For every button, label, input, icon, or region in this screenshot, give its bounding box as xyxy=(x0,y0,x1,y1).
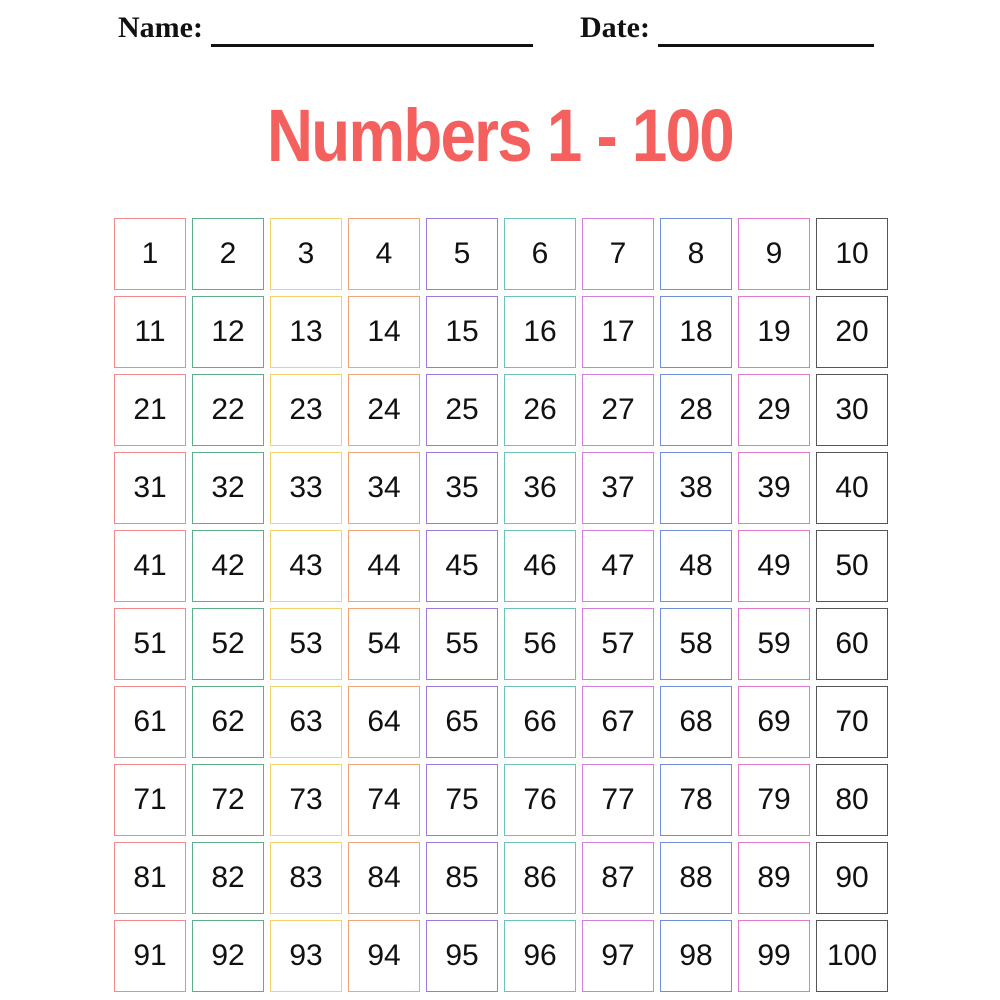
number-cell: 60 xyxy=(816,608,888,680)
number-cell: 10 xyxy=(816,218,888,290)
number-grid xyxy=(114,218,888,992)
number-cell: 84 xyxy=(348,842,420,914)
number-cell: 9 xyxy=(738,218,810,290)
number-cell: 1 xyxy=(114,218,186,290)
number-cell: 71 xyxy=(114,764,186,836)
number-cell: 11 xyxy=(114,296,186,368)
number-cell: 98 xyxy=(660,920,732,992)
date-label: Date: xyxy=(580,11,650,44)
number-cell: 20 xyxy=(816,296,888,368)
number-cell: 23 xyxy=(270,374,342,446)
number-cell: 22 xyxy=(192,374,264,446)
number-cell: 80 xyxy=(816,764,888,836)
number-cell: 61 xyxy=(114,686,186,758)
number-cell: 99 xyxy=(738,920,810,992)
number-cell: 24 xyxy=(348,374,420,446)
number-cell: 47 xyxy=(582,530,654,602)
name-blank-line xyxy=(211,8,533,47)
number-cell: 17 xyxy=(582,296,654,368)
number-cell: 69 xyxy=(738,686,810,758)
number-cell: 45 xyxy=(426,530,498,602)
number-cell: 27 xyxy=(582,374,654,446)
number-cell: 30 xyxy=(816,374,888,446)
number-cell: 55 xyxy=(426,608,498,680)
number-cell: 86 xyxy=(504,842,576,914)
number-cell: 59 xyxy=(738,608,810,680)
number-cell: 35 xyxy=(426,452,498,524)
number-cell: 43 xyxy=(270,530,342,602)
number-cell: 28 xyxy=(660,374,732,446)
number-cell: 91 xyxy=(114,920,186,992)
number-cell: 36 xyxy=(504,452,576,524)
date-blank-line xyxy=(658,8,874,47)
number-cell: 26 xyxy=(504,374,576,446)
number-cell: 39 xyxy=(738,452,810,524)
number-cell: 57 xyxy=(582,608,654,680)
number-cell: 19 xyxy=(738,296,810,368)
number-cell: 75 xyxy=(426,764,498,836)
number-cell: 38 xyxy=(660,452,732,524)
number-cell: 56 xyxy=(504,608,576,680)
number-cell: 77 xyxy=(582,764,654,836)
number-cell: 2 xyxy=(192,218,264,290)
number-cell: 95 xyxy=(426,920,498,992)
number-cell: 58 xyxy=(660,608,732,680)
number-cell: 72 xyxy=(192,764,264,836)
number-cell: 4 xyxy=(348,218,420,290)
number-cell: 89 xyxy=(738,842,810,914)
number-cell: 13 xyxy=(270,296,342,368)
number-cell: 64 xyxy=(348,686,420,758)
number-cell: 29 xyxy=(738,374,810,446)
number-cell: 49 xyxy=(738,530,810,602)
number-cell: 18 xyxy=(660,296,732,368)
number-cell: 90 xyxy=(816,842,888,914)
number-cell: 34 xyxy=(348,452,420,524)
number-cell: 37 xyxy=(582,452,654,524)
number-cell: 7 xyxy=(582,218,654,290)
number-cell: 31 xyxy=(114,452,186,524)
number-cell: 65 xyxy=(426,686,498,758)
number-cell: 79 xyxy=(738,764,810,836)
number-cell: 97 xyxy=(582,920,654,992)
number-cell: 8 xyxy=(660,218,732,290)
number-cell: 81 xyxy=(114,842,186,914)
number-cell: 92 xyxy=(192,920,264,992)
name-field xyxy=(118,8,533,50)
number-cell: 50 xyxy=(816,530,888,602)
page-title: Numbers 1 - 100 xyxy=(267,94,733,177)
number-cell: 85 xyxy=(426,842,498,914)
number-cell: 25 xyxy=(426,374,498,446)
number-cell: 83 xyxy=(270,842,342,914)
number-cell: 41 xyxy=(114,530,186,602)
number-cell: 44 xyxy=(348,530,420,602)
number-cell: 52 xyxy=(192,608,264,680)
number-cell: 16 xyxy=(504,296,576,368)
number-cell: 87 xyxy=(582,842,654,914)
number-cell: 48 xyxy=(660,530,732,602)
number-cell: 46 xyxy=(504,530,576,602)
number-cell: 14 xyxy=(348,296,420,368)
number-cell: 51 xyxy=(114,608,186,680)
number-cell: 100 xyxy=(816,920,888,992)
number-cell: 76 xyxy=(504,764,576,836)
number-cell: 42 xyxy=(192,530,264,602)
number-cell: 70 xyxy=(816,686,888,758)
number-cell: 15 xyxy=(426,296,498,368)
number-cell: 40 xyxy=(816,452,888,524)
number-cell: 67 xyxy=(582,686,654,758)
number-cell: 62 xyxy=(192,686,264,758)
number-cell: 6 xyxy=(504,218,576,290)
number-cell: 5 xyxy=(426,218,498,290)
number-cell: 54 xyxy=(348,608,420,680)
number-cell: 21 xyxy=(114,374,186,446)
number-cell: 93 xyxy=(270,920,342,992)
number-cell: 63 xyxy=(270,686,342,758)
number-cell: 74 xyxy=(348,764,420,836)
number-cell: 3 xyxy=(270,218,342,290)
number-cell: 73 xyxy=(270,764,342,836)
number-cell: 33 xyxy=(270,452,342,524)
number-cell: 96 xyxy=(504,920,576,992)
number-cell: 66 xyxy=(504,686,576,758)
number-cell: 53 xyxy=(270,608,342,680)
number-cell: 32 xyxy=(192,452,264,524)
number-cell: 68 xyxy=(660,686,732,758)
name-label: Name: xyxy=(118,11,203,44)
number-cell: 88 xyxy=(660,842,732,914)
date-field xyxy=(580,8,874,50)
number-cell: 12 xyxy=(192,296,264,368)
number-cell: 94 xyxy=(348,920,420,992)
number-cell: 78 xyxy=(660,764,732,836)
number-cell: 82 xyxy=(192,842,264,914)
